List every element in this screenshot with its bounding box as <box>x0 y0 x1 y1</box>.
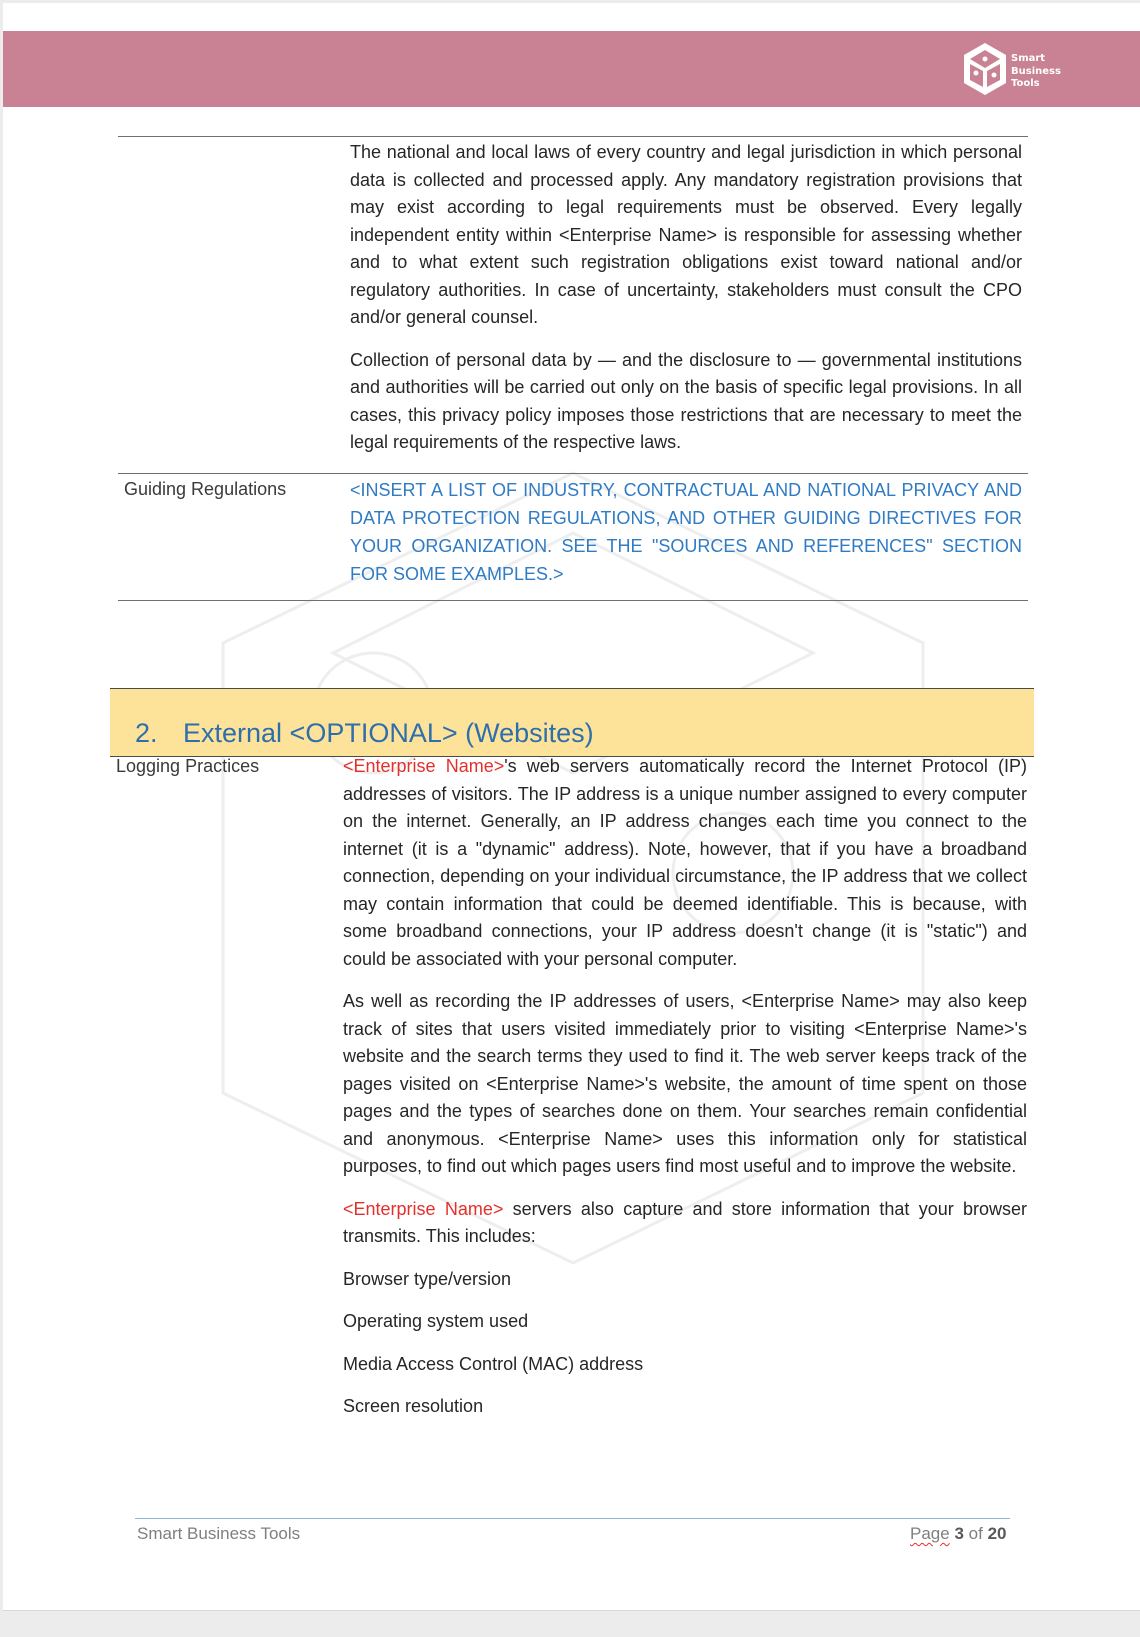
logging-practices-text <box>343 753 1027 1436</box>
list-item: Browser type/version <box>343 1268 512 1289</box>
paragraph: <Enterprise Name>'s web servers automatically record the Internet Protocol (IP) addresses of visitors. The IP address is a unique number assigned to every computer on the internet. Generally, an IP address changes each time you connect to the internet (it is a "dynamic" address). Note, however, that if you have a broadband connection, depending on your individual circumstance, the IP address that we collect may contain information that could be deemed identifiable. This is because, with some broadband connections, your IP address doesn't change (it is "static") and could be associated with your personal computer. <box>343 756 1027 969</box>
cube-logo-icon <box>960 40 1010 98</box>
current-page: 3 <box>954 1524 964 1543</box>
table-bottom-rule <box>118 600 1028 601</box>
table-row-rule <box>118 473 1028 474</box>
section-heading-band <box>110 688 1034 757</box>
document-page <box>3 3 1140 1611</box>
paragraph: The national and local laws of every country and legal jurisdiction in which personal data is collected and processed apply. Any mandatory registration provisions that may exist according to legal requirements must be observed. Every legally independent entity within <Enterprise Name> is responsible for assessing whether and to what extent such registration obligations exist toward national and/or regulatory authorities. In case of uncertainty, stakeholders must consult the CPO and/or general counsel. <box>350 142 1022 327</box>
paragraph: <Enterprise Name> servers also capture and store information that your browser transmits. This includes: <box>343 1198 1028 1246</box>
paragraph: Collection of personal data by — and the disclosure to — governmental institutions and authorities will be carried out only on the basis of specific legal provisions. In all cases, this privacy policy imposes those restrictions that are necessary to meet the legal requirements of the respective laws. <box>350 349 1022 452</box>
list-item: Operating system used <box>343 1311 529 1331</box>
page-word: Page <box>910 1524 950 1543</box>
table-top-rule <box>118 136 1028 137</box>
guiding-regulations-label: Guiding Regulations <box>124 479 287 499</box>
list-item: Screen resolution <box>343 1396 484 1416</box>
legal-requirements-text <box>350 139 1022 472</box>
guiding-regulations-placeholder: <INSERT A LIST OF INDUSTRY, CONTRACTUAL AND NATIONAL PRIVACY AND DATA PROTECTION REGULATIONS, AND OTHER GUIDING DIRECTIVES FOR YOUR ORGANIZATION. SEE THE "SOURCES AND REFERENCES" SECTION FOR SOME EXAMPLES.> <box>350 480 1022 584</box>
logo-wordmark: Smart Business Tools <box>1011 53 1061 89</box>
header-band <box>3 31 1140 107</box>
enterprise-name-placeholder: <Enterprise Name> <box>343 756 505 776</box>
paragraph: As well as recording the IP addresses of users, <Enterprise Name> may also keep track of sites that users visited immediately prior to visiting <Enterprise Name>'s website and the search terms they used to find it. The web server keeps track of the pages visited on <Enterprise Name>'s website, the amount of time spent on those pages and the types of searches done on them. Your searches remain confidential and anonymous. <Enterprise Name> uses this information only for statistical purposes, to find out which pages users find most useful and to improve the website. <box>343 991 1027 1176</box>
total-pages: 20 <box>987 1524 1007 1543</box>
enterprise-name-placeholder: <Enterprise Name> <box>343 1198 504 1219</box>
list-item: Media Access Control (MAC) address <box>343 1353 644 1374</box>
footer-company: Smart Business Tools <box>137 1524 301 1543</box>
footer-rule <box>135 1518 1010 1519</box>
section-heading <box>135 717 594 749</box>
section-title: External <OPTIONAL> (Websites) <box>183 718 594 748</box>
logging-practices-label: Logging Practices <box>116 756 260 776</box>
logo <box>960 40 1070 98</box>
section-number: 2. <box>135 718 158 748</box>
of-word: of <box>968 1524 983 1543</box>
page-number <box>910 1524 1006 1544</box>
